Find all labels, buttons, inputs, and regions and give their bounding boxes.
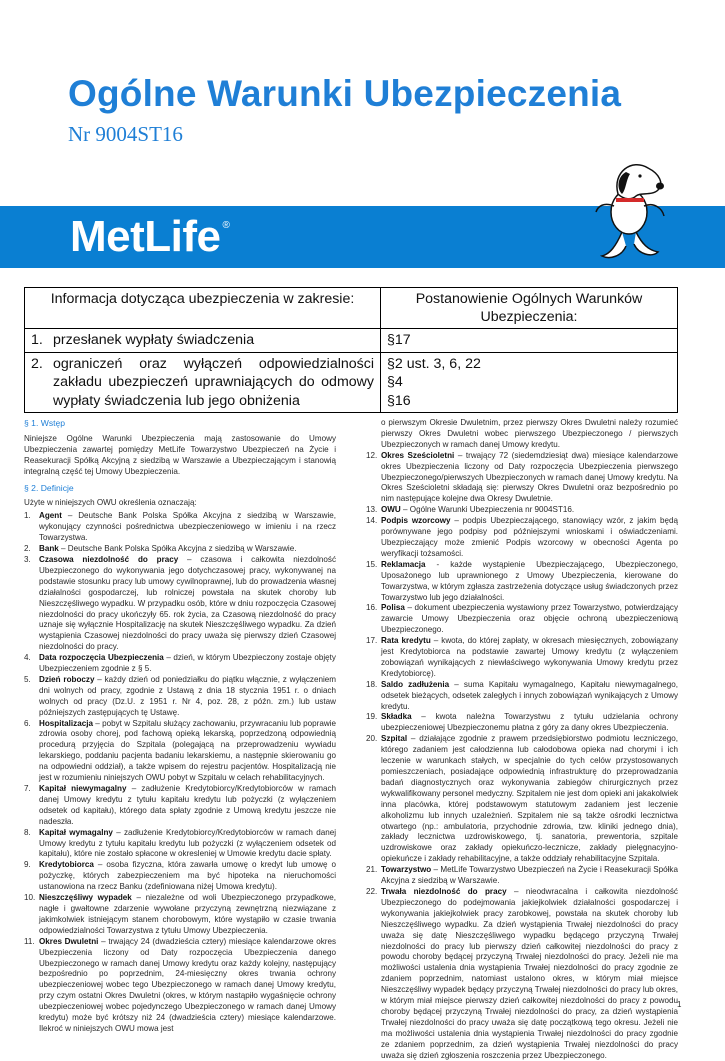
page-number: 1 bbox=[677, 1000, 682, 1009]
definition-text bbox=[39, 860, 336, 893]
snoopy-mascot-icon bbox=[574, 150, 684, 270]
information-table bbox=[24, 287, 678, 413]
logo-text: MetLife bbox=[70, 212, 221, 261]
definition-text bbox=[39, 675, 336, 719]
definition-body: – trwający 24 (dwadzieścia cztery) miesiące kalendarzowe okres Ubezpieczenia liczony od Daty rozpoczęcia Ubezpieczenia danego Ubezpieczonego w ramach danej Umowy kredytu oraz każdy kolejny, następujący bezpośrednio po poprzednim, 24-miesięczny okres trwania ochrony ubezpieczeniowej wobec tego Ubezpieczonego w ramach danej Umowy kredytu, przy czym ostatni Okres Dwuletni (okres, w którym nastąpiło wygaśnięcie ochrony ubezpieczeniowej wobec pojedynczego Ubezpieczonego w ramach danej Umowy kredytu) może być krótszy niż 24 (dwadzieścia cztery) miesiące kalendarzowe. Ilekroć w niniejszych OWU mowa jest bbox=[39, 936, 336, 1033]
definition-term: Dzień roboczy bbox=[39, 674, 95, 684]
definition-text bbox=[381, 680, 678, 713]
definition-number: 18. bbox=[366, 679, 378, 689]
row-number: 1. bbox=[31, 332, 43, 348]
table-row bbox=[25, 352, 678, 413]
definition-body: – osoba fizyczna, która zawarła umowę o kredyt lub umowę o pożyczkę, których zabezpieczeniem ma być hipoteka na nieruchomości ustanowiona na rzecz Banku (zdefiniowana niżej Umowa kredytu). bbox=[39, 860, 336, 892]
definition-term: Szpital bbox=[381, 734, 408, 744]
definition-item bbox=[366, 680, 678, 713]
definition-text bbox=[381, 603, 678, 636]
definition-body: – kwota należna Towarzystwu z tytułu udzielania ochrony ubezpieczeniowej Ubezpieczonemu płatna z góry za dany okres Ubezpieczenia. bbox=[381, 712, 678, 733]
definition-item bbox=[24, 653, 336, 675]
definition-term: Trwała niezdolność do pracy bbox=[381, 886, 507, 896]
definition-item bbox=[366, 560, 678, 604]
definition-number: 19. bbox=[366, 712, 378, 722]
metlife-logo bbox=[70, 212, 229, 262]
definition-number: 20. bbox=[366, 734, 378, 744]
definition-body: – czasowa i całkowita niezdolność Ubezpieczonego do wykonywania jego dotychczasowej pracy, wykonywanej na podstawie stosunku pracy lub umowy cywilnoprawnej, lub do prowadzenia własnej działalności gospodarczej, lub rolniczej powstała na skutek choroby lub Nieszczęśliwego wypadku. W przypadku osób, które w dniu rozpoczęcia Czasowej niezdolności do pracy ukończyły 65. rok życia, za Czasową niezdolność do pracy uznaje się wyłącznie Hospitalizację na skutek Nieszczęśliwego wypadku. Za dzień wystąpienia Czasowej niezdolności do pracy uważa się pierwszy dzień Czasowej niezdolności do pracy. bbox=[39, 554, 336, 652]
definition-text bbox=[39, 653, 336, 675]
definition-text bbox=[381, 560, 678, 604]
definition-text bbox=[381, 505, 678, 516]
definition-number: 5. bbox=[24, 674, 31, 684]
definition-body: – zadłużenie Kredytobiorcy/Kredytobiorców w ramach danej Umowy kredytu z tytułu kapitału kredytu lub pożyczki (z wyłączeniem odsetek od kapitału), które nie zostało spłacone w okresleniej w Umowie kredytu dacie spłaty. bbox=[39, 827, 337, 859]
definition-term: Kapitał niewymagalny bbox=[39, 784, 127, 793]
definition-item bbox=[24, 784, 336, 828]
row-ref: §16 bbox=[387, 392, 411, 409]
definition-number: 4. bbox=[24, 653, 31, 663]
definition-term: Agent bbox=[39, 511, 62, 521]
definition-text bbox=[381, 887, 678, 1061]
definition-body: – każdy dzień od poniedziałku do piątku włącznie, z wyłączeniem dni wolnych od pracy, zgodnie z Ustawą z dnia 18 stycznia 1951 r. o dniach wolnych od pracy (Dz.U. z 1951 r. Nr 4, poz. 28, z późn. zm.) lub ustaw późniejszych zastępujących tę Ustawę. bbox=[39, 674, 336, 717]
definition-text bbox=[381, 734, 678, 865]
definition-term: Bank bbox=[39, 544, 59, 554]
definition-term: Reklamacja bbox=[381, 559, 426, 569]
row-ref: §4 bbox=[387, 374, 403, 390]
definition-term: Towarzystwo bbox=[381, 865, 432, 875]
definition-body: – dokument ubezpieczenia wystawiony przez Towarzystwo, potwierdzający zawarcie Umowy Ubezpieczenia oraz objęcie ochroną ubezpieczeniową Ubezpieczonego. bbox=[381, 603, 678, 635]
definition-text bbox=[39, 544, 336, 555]
definition-number: 3. bbox=[24, 554, 31, 564]
definition-text bbox=[381, 451, 678, 506]
definition-number: 14. bbox=[366, 516, 378, 526]
registered-mark: ® bbox=[222, 220, 230, 231]
definition-item bbox=[24, 893, 336, 937]
definition-body: – zadłużenie Kredytobiorcy/Kredytobiorców w ramach danej Umowy kredytu z tytułu kapitału kredytu lub pożyczki (z wyłączeniem odsetek od kapitału), którego data spłaty zgodnie z Umową kredytu jeszcze nie nadeszła. bbox=[39, 784, 337, 826]
definition-number: 17. bbox=[366, 636, 378, 646]
definition-number: 6. bbox=[24, 718, 31, 728]
definition-number: 21. bbox=[366, 865, 378, 875]
definition-item bbox=[366, 887, 678, 1061]
definitions-list bbox=[24, 511, 336, 1035]
definition-text bbox=[39, 828, 336, 861]
definition-number: 10. bbox=[24, 893, 36, 903]
definition-body: – podpis Ubezpieczającego, stanowiący wzór, z jakim będą porównywane jego podpisy pod późniejszymi wnioskami i oświadczeniami. Ubezpieczający może zmienić Podpis wzorcowy w obecności Agenta po weryfikacji tożsamości. bbox=[381, 516, 678, 558]
definition-text bbox=[381, 712, 678, 734]
definition-body: – MetLife Towarzystwo Ubezpieczeń na Życie i Reasekuracji Spółka Akcyjna z siedzibą w Warszawie. bbox=[381, 865, 678, 886]
paragraph: Użyte w niniejszych OWU określenia oznaczają: bbox=[24, 498, 197, 508]
definition-text bbox=[39, 784, 336, 828]
definition-body: – Deutsche Bank Polska Spółka Akcyjna z siedzibą w Warszawie. bbox=[58, 544, 297, 554]
definition-term: Nieszczęśliwy wypadek bbox=[39, 893, 132, 903]
row-ref: §2 ust. 3, 6, 22 bbox=[387, 355, 481, 372]
definition-item bbox=[24, 555, 336, 653]
definition-item bbox=[366, 505, 678, 516]
document-title: Ogólne Warunki Ubezpieczenia bbox=[68, 73, 622, 114]
definition-item bbox=[24, 675, 336, 719]
definition-item bbox=[366, 516, 678, 560]
definition-body: – kwota, do której zapłaty, w okresach miesięcznych, zobowiązany jest Kredytobiorca na podstawie zawartej Umowy kredytu (z wyłączeniem zobowiązań wynikających z niewłaściwego wykonywania Umowy kredytu przez Kredytobiorcę). bbox=[381, 636, 678, 678]
right-column bbox=[366, 418, 678, 1061]
row-text: przesłanek wypłaty świadczenia bbox=[53, 332, 255, 348]
definition-term: Rata kredytu bbox=[381, 636, 431, 646]
definition-text bbox=[381, 516, 678, 560]
definition-body: – trwający 72 (siedemdziesiąt dwa) miesiące kalendarzowe okres Ubezpieczenia liczony od Daty rozpoczęcia Ubezpieczenia pierwszego Ubezpieczonego/pierwszych Ubezpieczonych w ramach danej Umowy kredytu. Na Okres Sześcioletni składają się: pierwszy Okres Dwuletni oraz bezpośrednio po nim następujące kolejne dwa Okresy Dwuletnie. bbox=[381, 450, 678, 504]
definition-term: Data rozpoczęcia Ubezpieczenia bbox=[39, 653, 164, 663]
table-header-scope: Informacja dotycząca ubezpieczenia w zakresie: bbox=[25, 288, 381, 329]
definition-number: 1. bbox=[24, 511, 31, 521]
definition-text bbox=[381, 865, 678, 887]
definition-term: Hospitalizacja bbox=[39, 718, 93, 728]
definition-body: – pobyt w Szpitalu służący zachowaniu, przywracaniu lub poprawie zdrowia osoby chorej, pod fachową opieką lekarską, poprzedzoną odpowiednią procedurą przyjęcia do Szpitala (polegającą na przeprowadzeniu wywiadu lekarskiego, poddaniu pacjenta badaniu lekarskiemu, a następnie skierowaniu go na odpowiedni oddział), a także wpisem do rejestru pacjentów. Hospitalizacją nie jest w rozumieniu niniejszych OWU pobyt w Szpitalu w celach rehabilitacyjnych. bbox=[39, 718, 336, 783]
definition-term: OWU bbox=[381, 505, 401, 515]
document-number: Nr 9004ST16 bbox=[68, 122, 183, 146]
definition-term: Kredytobiorca bbox=[39, 860, 94, 870]
section-heading: § 2. Definicje bbox=[24, 482, 74, 493]
paragraph: Niniejsze Ogólne Warunki Ubezpieczenia mają zastosowanie do Umowy Ubezpieczenia zawartej pomiędzy MetLife Towarzystwo Ubezpieczeń na Życie i Reasekuracji Spółką Akcyjną z siedzibą w Warszawie a Ubezpieczającym i stanowią integralną część tej Umowy Ubezpieczenia. bbox=[24, 433, 336, 476]
definition-item bbox=[366, 712, 678, 734]
table-header-provision: Postanowienie Ogólnych Warunków Ubezpieczenia: bbox=[381, 288, 678, 329]
definition-number: 13. bbox=[366, 505, 378, 515]
definition-number: 16. bbox=[366, 603, 378, 613]
definition-item bbox=[366, 603, 678, 636]
definition-item bbox=[24, 544, 336, 555]
document-body bbox=[24, 418, 678, 1061]
definition-number: 22. bbox=[366, 886, 378, 896]
definition-term: Kapitał wymagalny bbox=[39, 827, 113, 837]
definition-item bbox=[366, 734, 678, 865]
row-number: 2. bbox=[31, 355, 43, 372]
definition-item bbox=[24, 511, 336, 544]
definition-number: 8. bbox=[24, 827, 31, 837]
definition-item bbox=[366, 865, 678, 887]
definition-text bbox=[39, 893, 336, 937]
definition-term: Składka bbox=[381, 712, 412, 722]
definition-term: Saldo zadłużenia bbox=[381, 679, 450, 689]
table-row bbox=[25, 329, 678, 353]
definition-text bbox=[381, 636, 678, 680]
definition-term: Okres Dwuletni bbox=[39, 936, 99, 946]
definition-item bbox=[24, 828, 336, 861]
paragraph: o pierwszym Okresie Dwuletnim, przez pierwszy Okres Dwuletni należy rozumieć pierwszy Okres Dwuletni wobec pierwszego Ubezpieczonego / pierwszych Ubezpieczonych w ramach danej Umowy kredytu. bbox=[381, 418, 678, 449]
definition-number: 9. bbox=[24, 860, 31, 870]
left-column bbox=[24, 418, 336, 1061]
definition-term: Czasowa niezdolność do pracy bbox=[39, 554, 179, 564]
definition-body: – suma Kapitału wymagalnego, Kapitału niewymagalnego, odsetek bieżących, odsetek zaległych i innych zobowiązań wynikających z Umowy kredytu. bbox=[381, 679, 679, 711]
definition-term: Polisa bbox=[381, 603, 405, 613]
definition-body: – Ogólne Warunki Ubezpieczenia nr 9004ST16. bbox=[400, 505, 575, 515]
definition-item bbox=[366, 451, 678, 506]
definition-item bbox=[24, 937, 336, 1035]
definition-number: 11. bbox=[24, 936, 35, 946]
definition-body: – nieodwracalna i całkowita niezdolność Ubezpieczonego do podejmowania jakiejkolwiek działalności gospodarczej i wykonywania jakiejkolwiek pracy zarobkowej, powstała na skutek choroby lub Nieszczęśliwego wypadku. Za dzień wystąpienia Trwałej niezdolności do pracy uważa się datę Nieszczęśliwego wypadku będącego przyczyną Trwałej niezdolności do pracy lub pierwszy dzień całkowitej niezdolności do pracy z powodu choroby będącej przyczyną Trwałej niezdolności do pracy. Jeżeli nie ma możliwości ustalenia dnia wystąpienia Trwałej niezdolności do pracy zgodnie ze zdaniem poprzednim, natomiast ustalono okres, w którym miał miejsce Nieszczęśliwy wypadek będący przyczyną Trwałej niezdolności do pracy lub okres, w którym miał miejsce pierwszy dzień całkowitej niezdolności do pracy z powodu choroby będącej przyczyną Trwałej niezdolności do pracy, za dzień wystąpienia Trwałej niezdolności do pracy uważa się datę początkową tego okresu. Jeżeli nie ma możliwości ustalenia dnia wystąpienia Trwałej niezdolności do pracy zgodnie ze zdaniem poprzednim, za dzień wystąpienia Trwałej niezdolności do pracy uważa się dzień zgłoszenia roszczenia przez Ubezpieczonego. bbox=[381, 886, 678, 1060]
definition-body: - każde wystąpienie Ubezpieczającego, Ubezpieczonego, Uposażonego lub uprawnionego z Umowy Ubezpieczenia, kierowane do Towarzystwa, w którym zgłasza zastrzeżenia dotyczące usług świadczonych przez Towarzystwo lub jego działalności. bbox=[381, 559, 678, 602]
definition-number: 12. bbox=[366, 450, 378, 460]
definition-text bbox=[39, 937, 336, 1035]
definition-number: 7. bbox=[24, 784, 31, 793]
definition-body: – działające zgodnie z prawem przedsiębiorstwo podmiotu leczniczego, którego zadaniem jest całodzienna lub całodobowa opieka nad chorymi i ich leczenie w warunkach stałych, w specjalnie do tych celów przystosowanych pomieszczeniach, posiadające odpowiednią infrastrukturę do przeprowadzania badań diagnostycznych oraz wykonywania zabiegów chirurgicznych przez wykwalifikowany personel medyczny. Szpitalem nie jest dom opieki ani jakakolwiek inna placówka, której podstawowym statutowym zadaniem jest leczenie alkoholizmu lub innych uzależnień. Szpitalem nie są także ośrodki lecznictwa otwartego (np.: ambulatoria, przychodnie zdrowia, tzw. kliniki jednego dnia), zakłady lecznictwa uzdrowiskowego, tj. sanatoria, prewentoria, szpitale uzdrowiskowe oraz zakłady opiekuńczo-lecznicze, zakłady pielęgnacyjno-opiekuńcze i zakłady rehabilitacyjne, a także oddziały rehabilitacyjne Szpitala. bbox=[381, 734, 678, 864]
definition-text bbox=[39, 555, 336, 653]
definition-body: – dzień, w którym Ubezpieczony zostaje objęty Ubezpieczeniem zgodnie z § 5. bbox=[39, 653, 336, 674]
definition-text bbox=[39, 719, 336, 784]
definition-number: 15. bbox=[366, 559, 378, 569]
definitions-list bbox=[366, 451, 678, 1061]
definition-item bbox=[24, 860, 336, 893]
row-ref: §17 bbox=[387, 332, 411, 348]
definition-item bbox=[366, 636, 678, 680]
definition-text bbox=[39, 511, 336, 544]
definition-item bbox=[24, 719, 336, 784]
row-text: ograniczeń oraz wyłączeń odpowiedzialności zakładu ubezpieczeń uprawniających do odmowy wypłaty świadczenia lub jego obniżenia bbox=[53, 355, 374, 409]
definition-term: Podpis wzorcowy bbox=[381, 516, 451, 526]
section-heading: § 1. Wstęp bbox=[24, 418, 66, 428]
definition-body: – Deutsche Bank Polska Spółka Akcyjna z siedzibą w Warszawie, wykonujący czynności pośrednictwa ubezpieczeniowego w imieniu i na rzecz Towarzystwa. bbox=[39, 511, 336, 543]
definition-number: 2. bbox=[24, 544, 31, 554]
definition-body: – niezależne od woli Ubezpieczonego przypadkowe, nagłe i gwałtowne zdarzenie wywołane przyczyną zewnętrzną niezwiązane z jakimkolwiek istniejącym stanem chorobowym, które wystąpiło w czasie trwania odpowiedzialności Towarzystwa z tytułu Umowy Ubezpieczenia. bbox=[39, 893, 336, 935]
definition-term: Okres Sześcioletni bbox=[381, 450, 455, 460]
